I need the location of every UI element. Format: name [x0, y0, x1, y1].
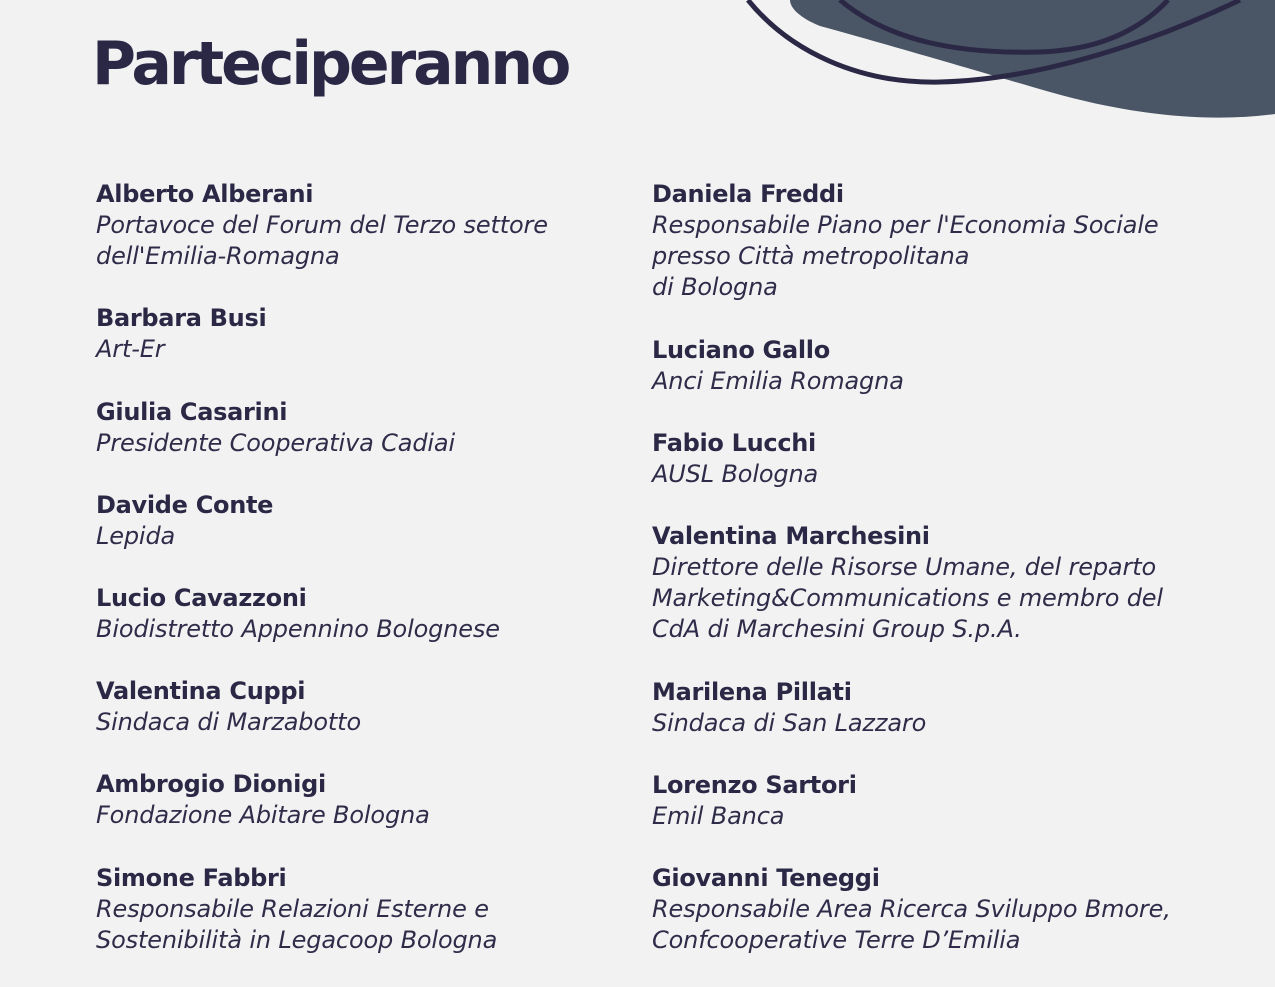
participants-column-right — [652, 179, 1252, 987]
participant-entry — [652, 863, 1252, 956]
participant-entry — [652, 428, 1252, 490]
participant-name: Lorenzo Sartori — [652, 770, 857, 799]
participant-name: Davide Conte — [96, 490, 274, 519]
participant-role: Portavoce del Forum del Terzo settore dell'Emilia-Romagna — [96, 211, 548, 271]
participant-entry — [652, 677, 1252, 739]
participant-entry — [652, 770, 1252, 832]
participant-entry — [96, 179, 616, 272]
participant-entry — [652, 335, 1252, 397]
participant-name: Giovanni Teneggi — [652, 864, 880, 893]
participant-role: AUSL Bologna — [652, 459, 819, 488]
participant-role: Biodistretto Appennino Bolognese — [96, 615, 500, 644]
participant-role: Lepida — [96, 521, 176, 550]
participant-role: Direttore delle Risorse Umane, del reparto Marketing&Communications e membro del CdA di Marchesini Group S.p.A. — [652, 553, 1163, 644]
participant-role: Fondazione Abitare Bologna — [96, 801, 430, 830]
participant-name: Lucio Cavazzoni — [96, 584, 307, 613]
participant-role: Sindaca di San Lazzaro — [652, 708, 927, 737]
participant-entry — [96, 397, 616, 459]
loop-line-inner — [840, 0, 1168, 52]
participant-name: Luciano Gallo — [652, 335, 830, 364]
participant-name: Valentina Cuppi — [96, 677, 306, 706]
loop-line-outer — [748, 0, 1240, 82]
participant-entry — [96, 583, 616, 645]
participant-name: Giulia Casarini — [96, 397, 288, 426]
participant-role: Presidente Cooperativa Cadiai — [96, 428, 456, 457]
participant-role: Emil Banca — [652, 801, 785, 830]
participant-name: Fabio Lucchi — [652, 428, 816, 457]
participant-entry — [96, 676, 616, 738]
participant-entry — [96, 490, 616, 552]
participant-name: Barbara Busi — [96, 304, 267, 333]
participant-entry — [96, 303, 616, 365]
participant-entry — [652, 521, 1252, 646]
participant-name: Ambrogio Dionigi — [96, 770, 326, 799]
participant-role: Art-Er — [96, 335, 165, 364]
participant-role: Responsabile Area Ricerca Sviluppo Bmore, Confcooperative Terre D’Emilia — [652, 895, 1171, 955]
participant-role: Sindaca di Marzabotto — [96, 708, 361, 737]
participant-role: Responsabile Relazioni Esterne e Sostenibilità in Legacoop Bologna — [96, 894, 498, 954]
participant-entry — [652, 179, 1252, 304]
participant-entry — [96, 769, 616, 831]
participants-column-left — [96, 179, 616, 987]
participant-name: Valentina Marchesini — [652, 522, 930, 551]
participant-role: Responsabile Piano per l'Economia Sociale presso Città metropolitana di Bologna — [652, 211, 1159, 302]
blob-shape — [790, 0, 1275, 118]
participant-entry — [96, 863, 616, 956]
participant-name: Daniela Freddi — [652, 180, 844, 208]
participant-name: Marilena Pillati — [652, 677, 852, 706]
participant-role: Anci Emilia Romagna — [652, 366, 904, 395]
page-title: Parteciperanno — [92, 29, 569, 99]
participant-name: Alberto Alberani — [96, 180, 314, 208]
participant-name: Simone Fabbri — [96, 863, 287, 892]
